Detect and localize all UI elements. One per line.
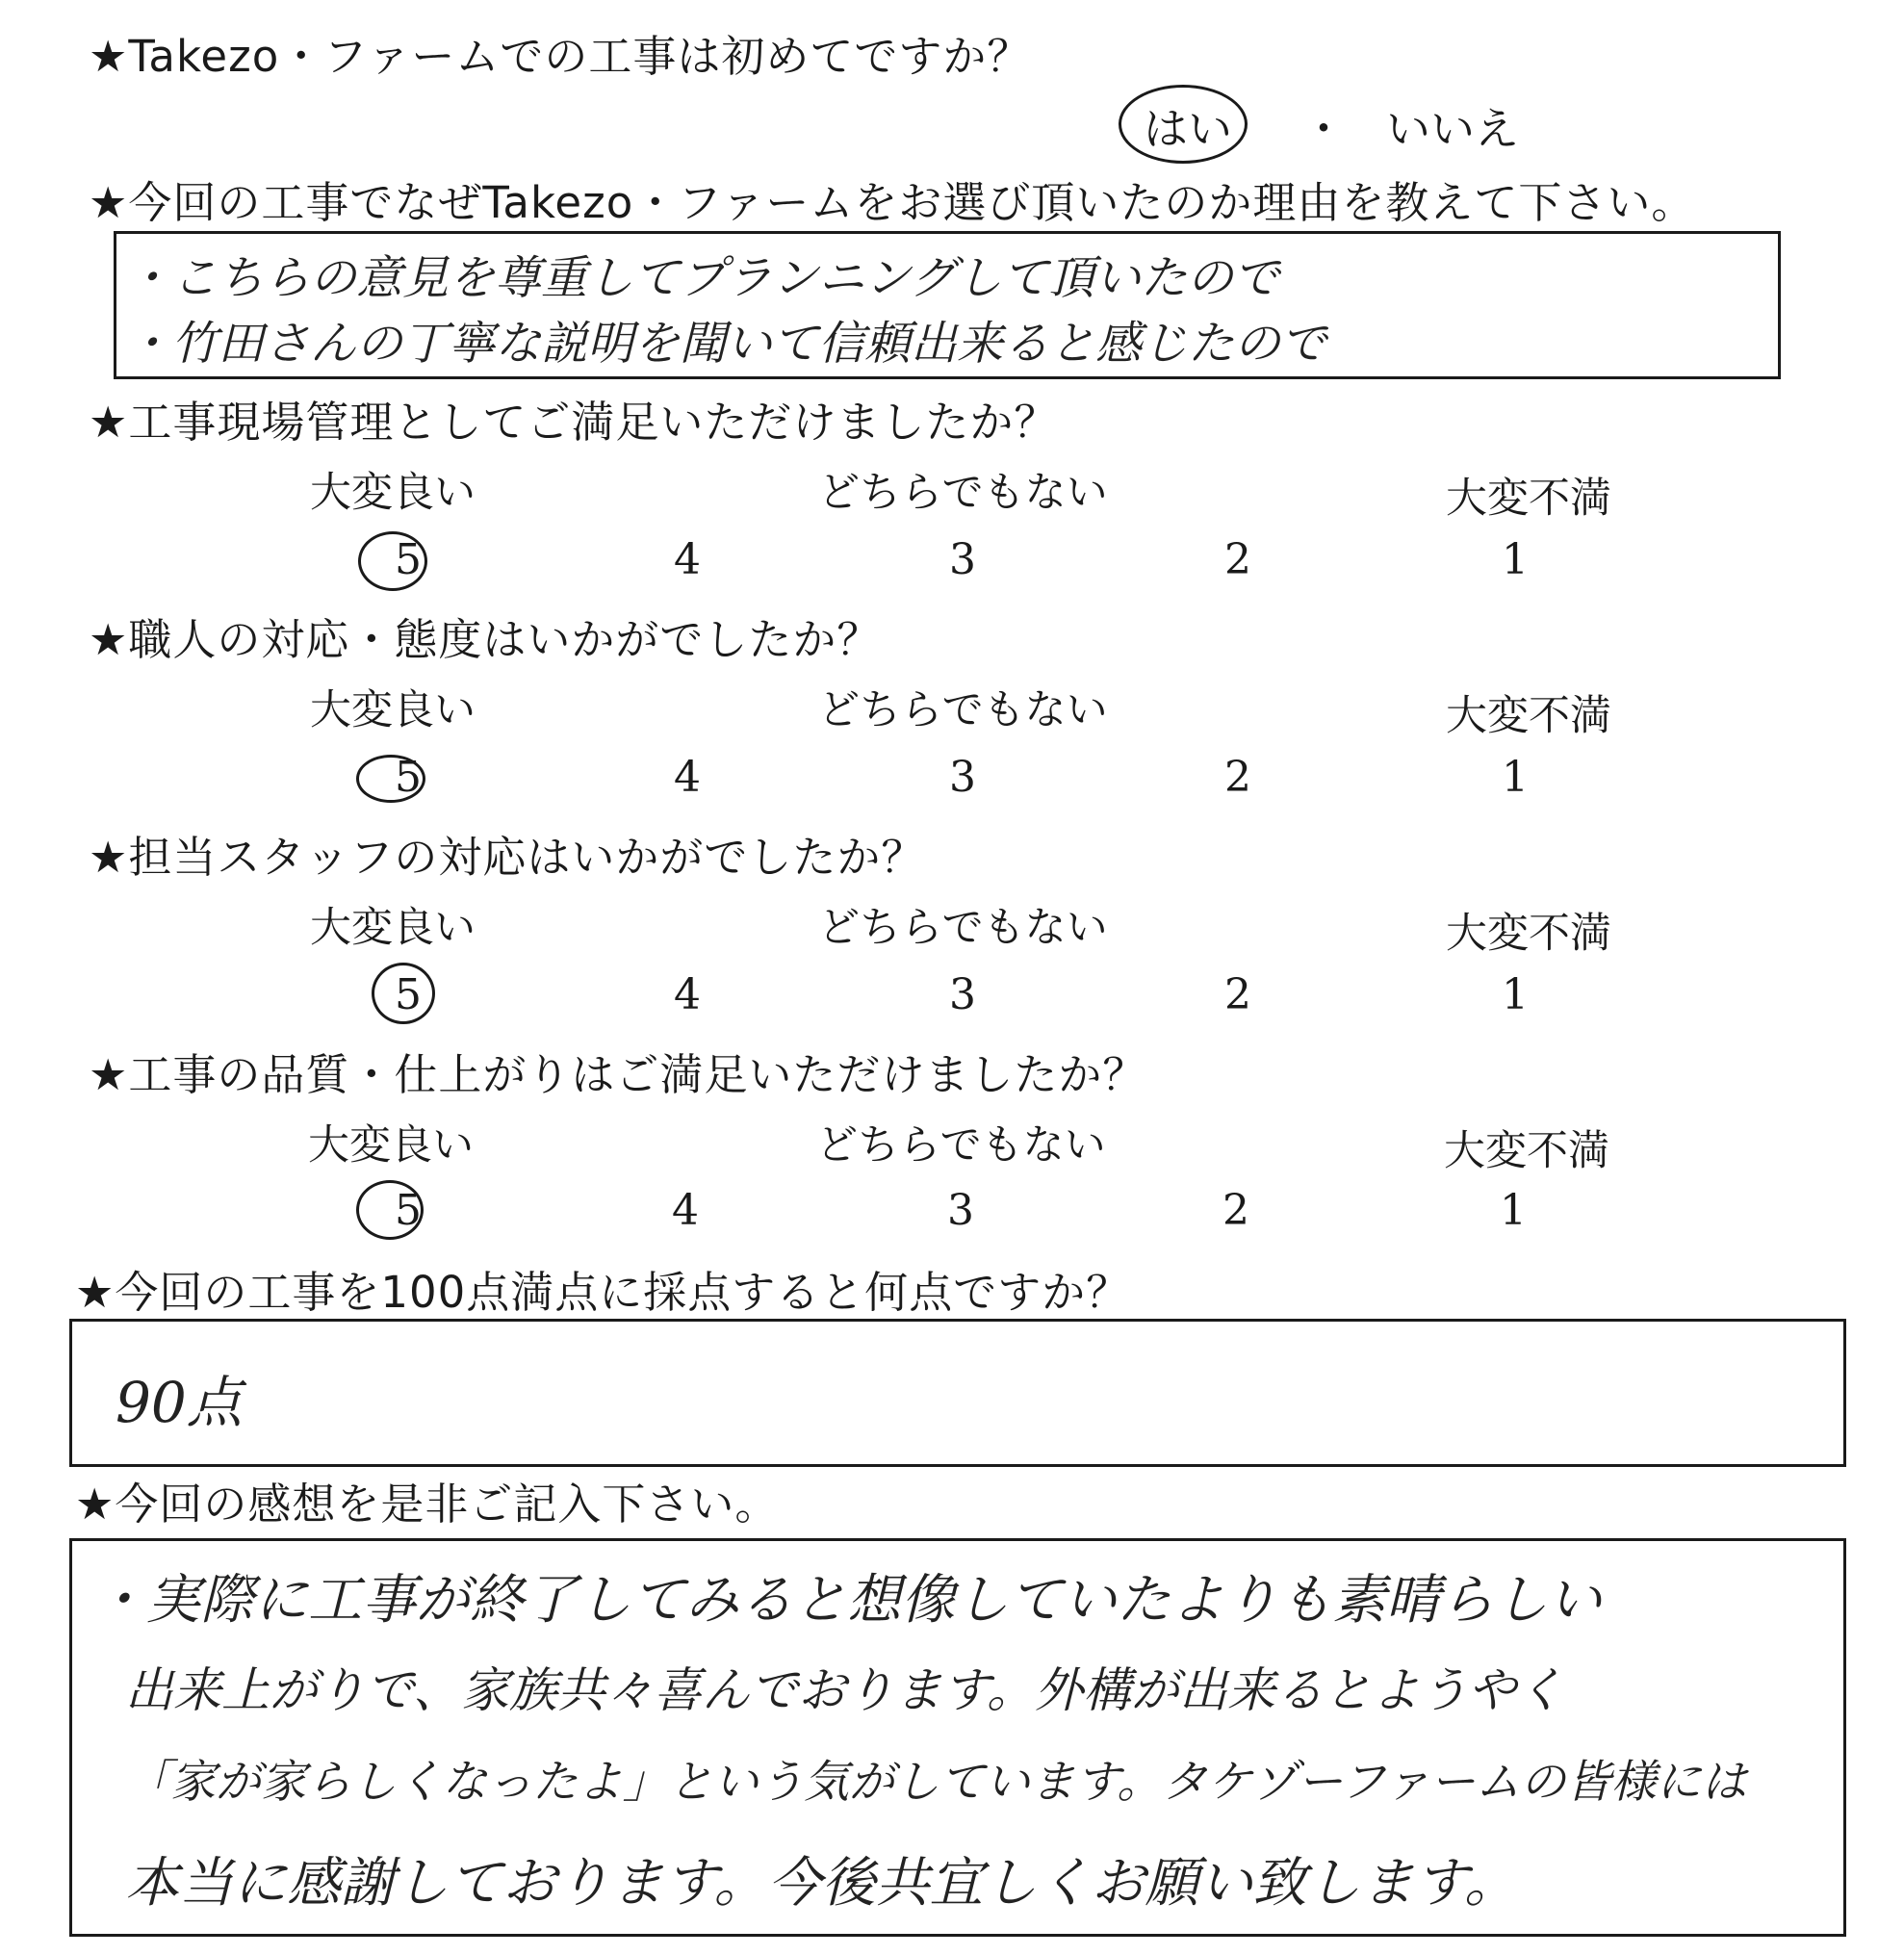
q2-question: ★今回の工事でなぜTakezo・ファームをお選び頂いたのか理由を教えて下さい。: [89, 177, 1696, 228]
q2-answer-line-2: ・竹田さんの丁寧な説明を聞いて信頼出来ると感じたので: [125, 317, 1327, 371]
rating-3-label-best: 大変良い: [310, 904, 476, 952]
rating-1-label-best: 大変良い: [310, 469, 476, 517]
rating-3-label-worst: 大変不満: [1446, 910, 1611, 958]
rating-4-option-4[interactable]: 4: [672, 1186, 699, 1235]
rating-4-option-5[interactable]: 5: [395, 1186, 422, 1235]
rating-2-option-1[interactable]: 1: [1502, 753, 1529, 802]
rating-4-option-1[interactable]: 1: [1500, 1186, 1527, 1235]
q2-answer-line-1: ・こちらの意見を尊重してプランニングして頂いたので: [125, 251, 1280, 305]
rating-4-option-2[interactable]: 2: [1222, 1186, 1249, 1235]
rating-question-2: ★職人の対応・態度はいかがでしたか？: [89, 614, 882, 665]
rating-2-label-best: 大変良い: [310, 686, 476, 734]
rating-2-option-2[interactable]: 2: [1224, 753, 1251, 802]
rating-1-label-neutral: どちらでもない: [818, 469, 1108, 517]
rating-3-label-neutral: どちらでもない: [818, 904, 1108, 952]
q1-option-separator: ・: [1301, 103, 1346, 155]
rating-4-label-neutral: どちらでもない: [816, 1121, 1106, 1170]
rating-3-option-2[interactable]: 2: [1224, 970, 1251, 1019]
score-answer: 90点: [116, 1370, 243, 1435]
comments-question: ★今回の感想を是非ご記入下さい。: [75, 1479, 780, 1530]
rating-question-4: ★工事の品質・仕上がりはご満足いただけましたか？: [89, 1049, 1147, 1100]
comments-line-1: ・実際に工事が終了してみると想像していたよりも素晴らしい: [92, 1569, 1602, 1632]
rating-2-option-4[interactable]: 4: [674, 753, 701, 802]
rating-1-option-2[interactable]: 2: [1224, 535, 1251, 584]
rating-3-option-3[interactable]: 3: [949, 970, 976, 1019]
rating-2-label-worst: 大変不満: [1446, 692, 1611, 740]
rating-2-option-5[interactable]: 5: [395, 753, 422, 802]
score-answer-box[interactable]: [69, 1319, 1846, 1467]
rating-1-option-5[interactable]: 5: [395, 535, 422, 584]
q1-question: ★Takezo・ファームでの工事は初めてですか？: [89, 31, 1032, 82]
rating-3-option-4[interactable]: 4: [674, 970, 701, 1019]
rating-2-label-neutral: どちらでもない: [818, 686, 1108, 734]
q1-option-yes[interactable]: はい: [1144, 103, 1232, 155]
q1-option-no[interactable]: いいえ: [1386, 103, 1519, 155]
comments-line-4: 本当に感謝しております。今後共宜しくお願い致します。: [125, 1852, 1519, 1915]
rating-1-label-worst: 大変不満: [1446, 475, 1611, 523]
comments-line-3: 「家が家らしくなったよ」という気がしています。タケゾーファームの皆様には: [125, 1756, 1747, 1809]
rating-1-option-1[interactable]: 1: [1502, 535, 1529, 584]
rating-4-option-3[interactable]: 3: [947, 1186, 974, 1235]
rating-question-3: ★担当スタッフの対応はいかがでしたか？: [89, 832, 926, 883]
score-question: ★今回の工事を100点満点に採点すると何点ですか？: [75, 1267, 1131, 1318]
comments-line-2: 出来上がりで、家族共々喜んでおります。外構が出来るとようやく: [125, 1662, 1564, 1718]
rating-2-option-3[interactable]: 3: [949, 753, 976, 802]
rating-3-option-1[interactable]: 1: [1502, 970, 1529, 1019]
rating-4-label-best: 大変良い: [308, 1121, 474, 1170]
rating-question-1: ★工事現場管理としてご満足いただけましたか？: [89, 397, 1059, 448]
rating-4-label-worst: 大変不満: [1444, 1127, 1609, 1175]
rating-3-option-5[interactable]: 5: [395, 970, 422, 1019]
rating-1-option-4[interactable]: 4: [674, 535, 701, 584]
rating-1-option-3[interactable]: 3: [949, 535, 976, 584]
